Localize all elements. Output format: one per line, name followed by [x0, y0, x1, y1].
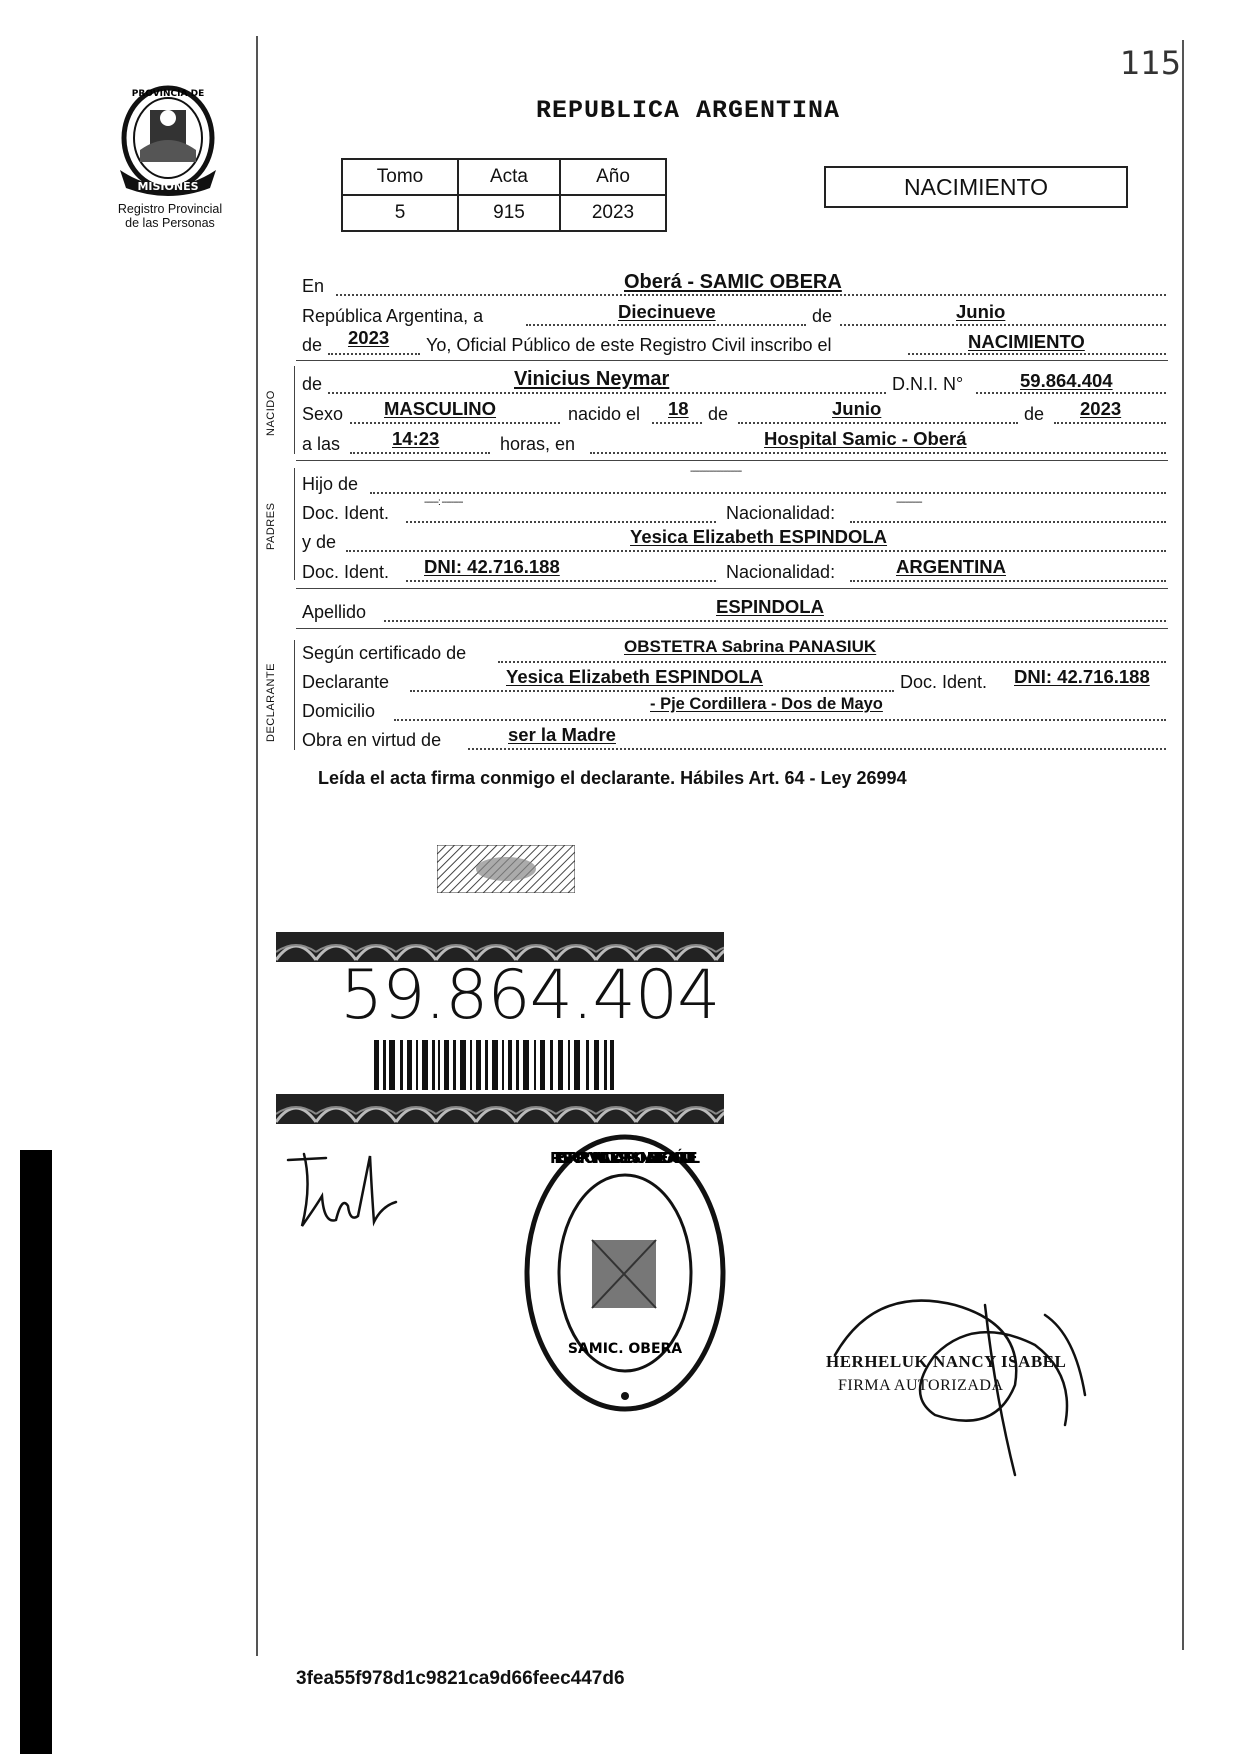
child-dni: 59.864.404	[1020, 370, 1113, 391]
authorized-name: HERHELUK NANCY ISABEL	[826, 1352, 1067, 1371]
declarante-side-label: DECLARANTE	[265, 663, 277, 742]
de-label: de	[1024, 404, 1045, 424]
obra-label: Obra en virtud de	[302, 730, 442, 750]
dots	[840, 324, 1166, 326]
de-label: de	[812, 306, 833, 326]
birth-year: 2023	[1080, 398, 1122, 419]
cert-value: OBSTETRA Sabrina PANASIUK	[624, 637, 877, 656]
dots	[1054, 422, 1166, 424]
cert-label: Según certificado de	[302, 643, 467, 663]
authorized-role: FIRMA AUTORIZADA	[838, 1377, 1004, 1394]
en-value: Oberá - SAMIC OBERA	[624, 271, 842, 293]
dots	[498, 661, 1166, 663]
dots	[406, 580, 716, 582]
legal-text: Leída el acta firma conmigo el declarante. Hábiles Art. 64 - Ley 26994	[318, 768, 907, 788]
apellido-label: Apellido	[302, 602, 367, 622]
mother-nationality: ARGENTINA	[896, 556, 1006, 577]
dots	[976, 392, 1166, 394]
horas-label: horas, en	[500, 434, 576, 454]
dots	[908, 353, 1166, 355]
month-value: Junio	[956, 301, 1006, 322]
official-signature	[286, 1136, 406, 1236]
dots	[410, 690, 894, 692]
dots	[526, 324, 806, 326]
yde-label: y de	[302, 532, 337, 552]
section-rule	[296, 360, 1168, 361]
document-title: REPUBLICA ARGENTINA	[536, 96, 841, 125]
dots	[652, 422, 702, 424]
inscribe-value: NACIMIENTO	[968, 331, 1085, 352]
alas-label: a las	[302, 434, 341, 454]
nac1-label: Nacionalidad:	[726, 503, 836, 523]
de-label: de	[302, 335, 323, 355]
security-big-number: 59.864.404	[340, 956, 720, 1035]
nacido-side-label: NACIDO	[265, 390, 277, 436]
page-number: 115	[1120, 44, 1182, 82]
svg-text:REGISTRO PROVINCIAL DE LAS PER: REGISTRO PROVINCIAL DE LAS PERSONAS · DELEGACIÓN DEL	[549, 1149, 701, 1167]
left-margin-line	[256, 36, 258, 1656]
sexo-label: Sexo	[302, 404, 344, 424]
de-label: de	[302, 374, 323, 394]
decl-doc-label: Doc. Ident.	[900, 672, 988, 692]
svg-text:PROVINCIA DE: PROVINCIA DE	[131, 89, 205, 99]
en-label: En	[302, 276, 325, 296]
doc1-blank: ------: ---------	[424, 497, 463, 508]
child-name: Vinicius Neymar	[514, 368, 670, 390]
dots	[590, 452, 1166, 454]
document-hash: 3fea55f978d1c9821ca9d66feec447d6	[296, 1668, 625, 1689]
value-acta: 915	[458, 195, 560, 231]
nacido-bracket	[294, 366, 295, 454]
birth-place: Hospital Samic - Oberá	[764, 428, 967, 449]
padres-side-label: PADRES	[265, 502, 277, 550]
obra-value: ser la Madre	[508, 724, 616, 745]
padres-bracket	[294, 468, 295, 580]
right-margin-line	[1182, 40, 1184, 1650]
domicilio-label: Domicilio	[302, 701, 376, 721]
nacido-label: nacido el	[568, 404, 641, 424]
doc1-label: Doc. Ident.	[302, 503, 390, 523]
dots	[850, 580, 1166, 582]
declarante-value: Yesica Elizabeth ESPINDOLA	[506, 666, 764, 687]
dots	[394, 719, 1166, 721]
dots	[384, 620, 1166, 622]
header-tomo: Tomo	[342, 159, 458, 195]
mother-doc: DNI: 42.716.188	[424, 556, 560, 577]
dots	[738, 422, 1018, 424]
dots	[328, 353, 420, 355]
section-rule	[296, 460, 1168, 461]
registry-caption: Registro Provincial de las Personas	[117, 202, 223, 230]
dots	[346, 550, 1166, 552]
dots	[328, 392, 886, 394]
dots	[850, 521, 1166, 523]
section-rule	[296, 628, 1168, 629]
svg-text:MISIONES: MISIONES	[137, 180, 199, 193]
scan-edge-bar	[20, 1150, 52, 1754]
de-label: de	[708, 404, 729, 424]
dots	[406, 521, 716, 523]
birth-time: 14:23	[392, 428, 440, 449]
svg-text:SAMIC. OBERA: SAMIC. OBERA	[567, 1341, 683, 1357]
dots	[468, 748, 1166, 750]
record-type-box: NACIMIENTO	[824, 166, 1128, 208]
record-table	[341, 158, 667, 232]
republica-label: República Argentina, a	[302, 306, 484, 326]
province-shield-logo	[106, 80, 230, 200]
dots	[350, 452, 490, 454]
inscribe-text: Yo, Oficial Público de este Registro Civil inscribo el	[426, 335, 832, 355]
dni-label: D.N.I. N°	[892, 374, 964, 394]
nac1-blank: -----------	[896, 497, 922, 508]
declarante-label: Declarante	[302, 672, 390, 692]
dots	[350, 422, 560, 424]
day-value: Diecinueve	[618, 301, 716, 322]
header-acta: Acta	[458, 159, 560, 195]
dots	[370, 492, 1166, 494]
security-band-bottom	[276, 1094, 724, 1124]
dots	[336, 294, 1166, 296]
apellido-value: ESPINDOLA	[716, 596, 824, 617]
hijo-label: Hijo de	[302, 474, 359, 494]
doc2-label: Doc. Ident.	[302, 562, 390, 582]
security-stamp-small	[437, 845, 575, 893]
birth-day: 18	[668, 398, 689, 419]
birth-month: Junio	[832, 398, 882, 419]
declarante-bracket	[294, 640, 295, 750]
year-value: 2023	[348, 327, 390, 348]
official-seal	[520, 1128, 730, 1418]
mother-name: Yesica Elizabeth ESPINDOLA	[630, 526, 888, 547]
domicilio-value: - Pje Cordillera - Dos de Mayo	[650, 695, 883, 713]
value-ano: 2023	[560, 195, 666, 231]
nac2-label: Nacionalidad:	[726, 562, 836, 582]
barcode	[374, 1040, 614, 1090]
value-tomo: 5	[342, 195, 458, 231]
section-rule	[296, 588, 1168, 589]
father-blank: ----------------------	[690, 466, 742, 477]
decl-doc-value: DNI: 42.716.188	[1014, 666, 1150, 687]
header-ano: Año	[560, 159, 666, 195]
sexo-value: MASCULINO	[384, 398, 497, 419]
